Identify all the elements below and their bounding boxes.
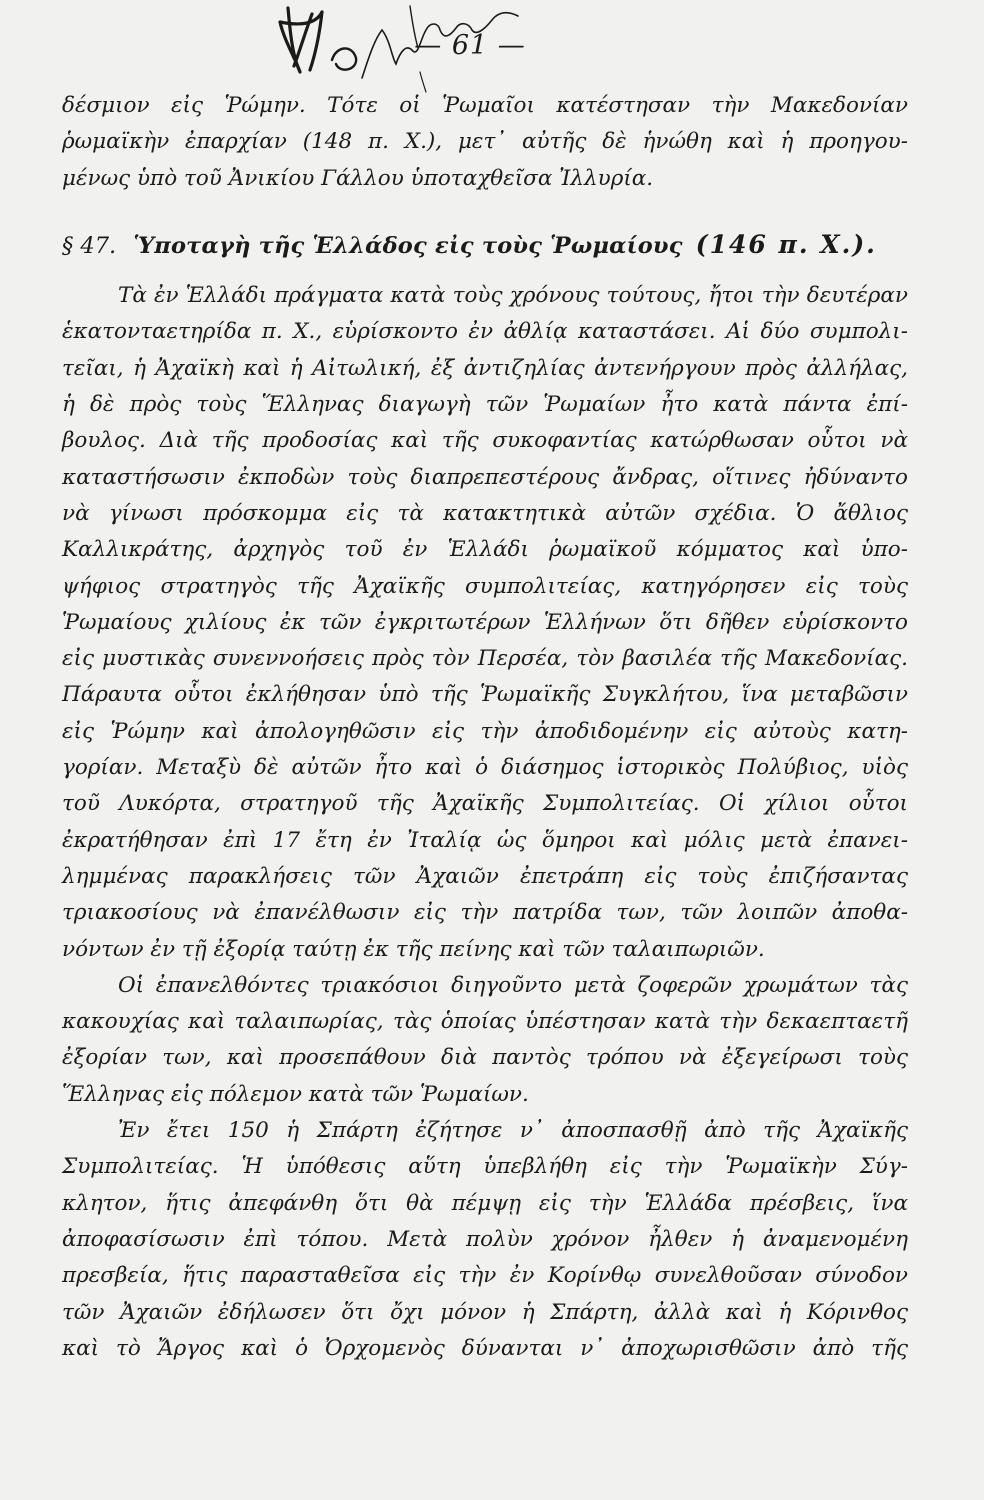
- text-line: δέσμιον εἰς Ῥώμην. Τότε οἱ Ῥωμαῖοι κατέστησαν τὴν Μακεδονίαν: [62, 93, 908, 118]
- text-line: καὶ τὸ Ἄργος καὶ ὁ Ὀρχομενὸς δύνανται ν᾽ ἀποχωρισθῶσιν ἀπὸ τῆς: [62, 1335, 908, 1361]
- text-line: ἡ δὲ πρὸς τοὺς Ἕλληνας διαγωγὴ τῶν Ῥωμαίων ἦτο κατὰ πάντα ἐπί-: [62, 392, 908, 418]
- text-line: ῥωμαϊκὴν ἐπαρχίαν (148 π. Χ.), μετ᾽ αὐτῆς δὲ ἡνώθη καὶ ἡ προηγου-: [62, 129, 908, 155]
- section-heading: [62, 227, 908, 264]
- text-line: λημμένας παρακλήσεις τῶν Ἀχαιῶν ἐπετράπη εἰς τοὺς ἐπιζήσαντας: [62, 863, 908, 889]
- text-line: τοῦ Λυκόρτα, στρατηγοῦ τῆς Ἀχαϊκῆς Συμπολιτείας. Οἱ χίλιοι οὗτοι: [62, 791, 908, 817]
- section-number: § 47.: [62, 232, 117, 259]
- text-line: πρεσβεία, ἥτις παρασταθεῖσα εἰς τὴν ἐν Κορίνθῳ συνελθοῦσαν σύνοδον: [62, 1263, 908, 1289]
- text-line: τριακοσίους νὰ ἐπανέλθωσιν εἰς τὴν πατρίδα των, τῶν λοιπῶν ἀποθα-: [62, 900, 908, 926]
- section-date: (146 π. Χ.).: [695, 229, 877, 259]
- text-line: Πάραυτα οὗτοι ἐκλήθησαν ὑπὸ τῆς Ῥωμαϊκῆς Συγκλήτου, ἵνα μεταβῶσιν: [62, 682, 908, 708]
- text-line: καταστήσωσιν ἐκποδὼν τοὺς διαπρεπεστέρους ἄνδρας, οἵτινες ἠδύναντο: [62, 464, 908, 490]
- text-line: Ῥωμαίους χιλίους ἐκ τῶν ἐγκριτωτέρων Ἑλλήνων ὅτι δῆθεν εὑρίσκοντο: [62, 609, 908, 635]
- text-line: νὰ γίνωσι πρόσκομμα εἰς τὰ κατακτητικὰ αὐτῶν σχέδια. Ὁ ἄθλιος: [62, 500, 908, 526]
- text-line: γορίαν. Μεταξὺ δὲ αὐτῶν ἦτο καὶ ὁ διάσημος ἱστορικὸς Πολύβιος, υἱὸς: [62, 755, 908, 781]
- text-line: ψήφιος στρατηγὸς τῆς Ἀχαϊκῆς συμπολιτείας, κατηγόρησεν εἰς τοὺς: [62, 573, 908, 599]
- text-line: τῶν Ἀχαιῶν ἐδήλωσεν ὅτι ὄχι μόνον ἡ Σπάρτη, ἀλλὰ καὶ ἡ Κόρινθος: [62, 1299, 908, 1325]
- text-line: κακουχίας καὶ ταλαιπωρίας, τὰς ὁποίας ὑπέστησαν κατὰ τὴν δεκαεπταετῆ: [62, 1009, 908, 1035]
- text-line: Συμπολιτείας. Ἡ ὑπόθεσις αὕτη ὑπεβλήθη εἰς τὴν Ῥωμαϊκὴν Σύγ-: [62, 1154, 908, 1180]
- text-line: Τὰ ἐν Ἑλλάδι πράγματα κατὰ τοὺς χρόνους τούτους, ἤτοι τὴν δευτέραν: [118, 283, 908, 309]
- text-line: εἰς μυστικὰς συνεννοήσεις πρὸς τὸν Περσέα, τὸν βασιλέα τῆς Μακεδονίας.: [62, 646, 908, 672]
- text-line: νόντων ἐν τῇ ἐξορίᾳ ταύτῃ ἐκ τῆς πείνης καὶ τῶν ταλαιπωριῶν.: [62, 936, 765, 962]
- text-line: ἐκρατήθησαν ἐπὶ 17 ἔτη ἐν Ἰταλίᾳ ὡς ὅμηροι καὶ μόλις μετὰ ἐπανει-: [62, 827, 908, 853]
- text-line: Ἐν ἔτει 150 ἡ Σπάρτη ἐζήτησε ν᾽ ἀποσπασθῇ ἀπὸ τῆς Ἀχαϊκῆς: [118, 1118, 908, 1144]
- text-line: βουλος. Διὰ τῆς προδοσίας καὶ τῆς συκοφαντίας κατώρθωσαν οὗτοι νὰ: [62, 428, 908, 454]
- text-line: κλητον, ἥτις ἀπεφάνθη ὅτι θὰ πέμψῃ εἰς τὴν Ἑλλάδα πρέσβεις, ἵνα: [62, 1190, 908, 1216]
- section-title: Ὑποταγὴ τῆς Ἑλλάδος εἰς τοὺς Ῥωμαίους: [133, 232, 683, 259]
- text-line: ἑκατονταετηρίδα π. Χ., εὑρίσκοντο ἐν ἀθλίᾳ καταστάσει. Αἱ δύο συμπολι-: [62, 319, 908, 345]
- text-line: Καλλικράτης, ἀρχηγὸς τοῦ ἐν Ἑλλάδι ῥωμαϊκοῦ κόμματος καὶ ὑπο-: [62, 537, 908, 563]
- text-line: εἰς Ῥώμην καὶ ἀπολογηθῶσιν εἰς τὴν ἀποδιδομένην εἰς αὐτοὺς κατη-: [62, 718, 908, 744]
- text-line: τεῖαι, ἡ Ἀχαϊκὴ καὶ ἡ Αἰτωλική, ἐξ ἀντιζηλίας ἀντενήργουν πρὸς ἀλλήλας,: [62, 355, 908, 381]
- text-line: ἀποφασίσωσιν ἐπὶ τόπου. Μετὰ πολὺν χρόνον ἦλθεν ἡ ἀναμενομένη: [62, 1226, 908, 1252]
- text-line: μένως ὑπὸ τοῦ Ἀνικίου Γάλλου ὑποταχθεῖσα Ἰλλυρία.: [62, 165, 654, 191]
- text-line: Οἱ ἐπανελθόντες τριακόσιοι διηγοῦντο μετὰ ζοφερῶν χρωμάτων τὰς: [118, 972, 908, 998]
- text-line: Ἕλληνας εἰς πόλεμον κατὰ τῶν Ῥωμαίων.: [62, 1081, 529, 1107]
- body-text: [62, 88, 908, 1367]
- text-line: ἐξορίαν των, καὶ προσεπάθουν διὰ παντὸς τρόπου νὰ ἐξεγείρωσι τοὺς: [62, 1045, 908, 1071]
- page-number: — 61 —: [414, 30, 526, 61]
